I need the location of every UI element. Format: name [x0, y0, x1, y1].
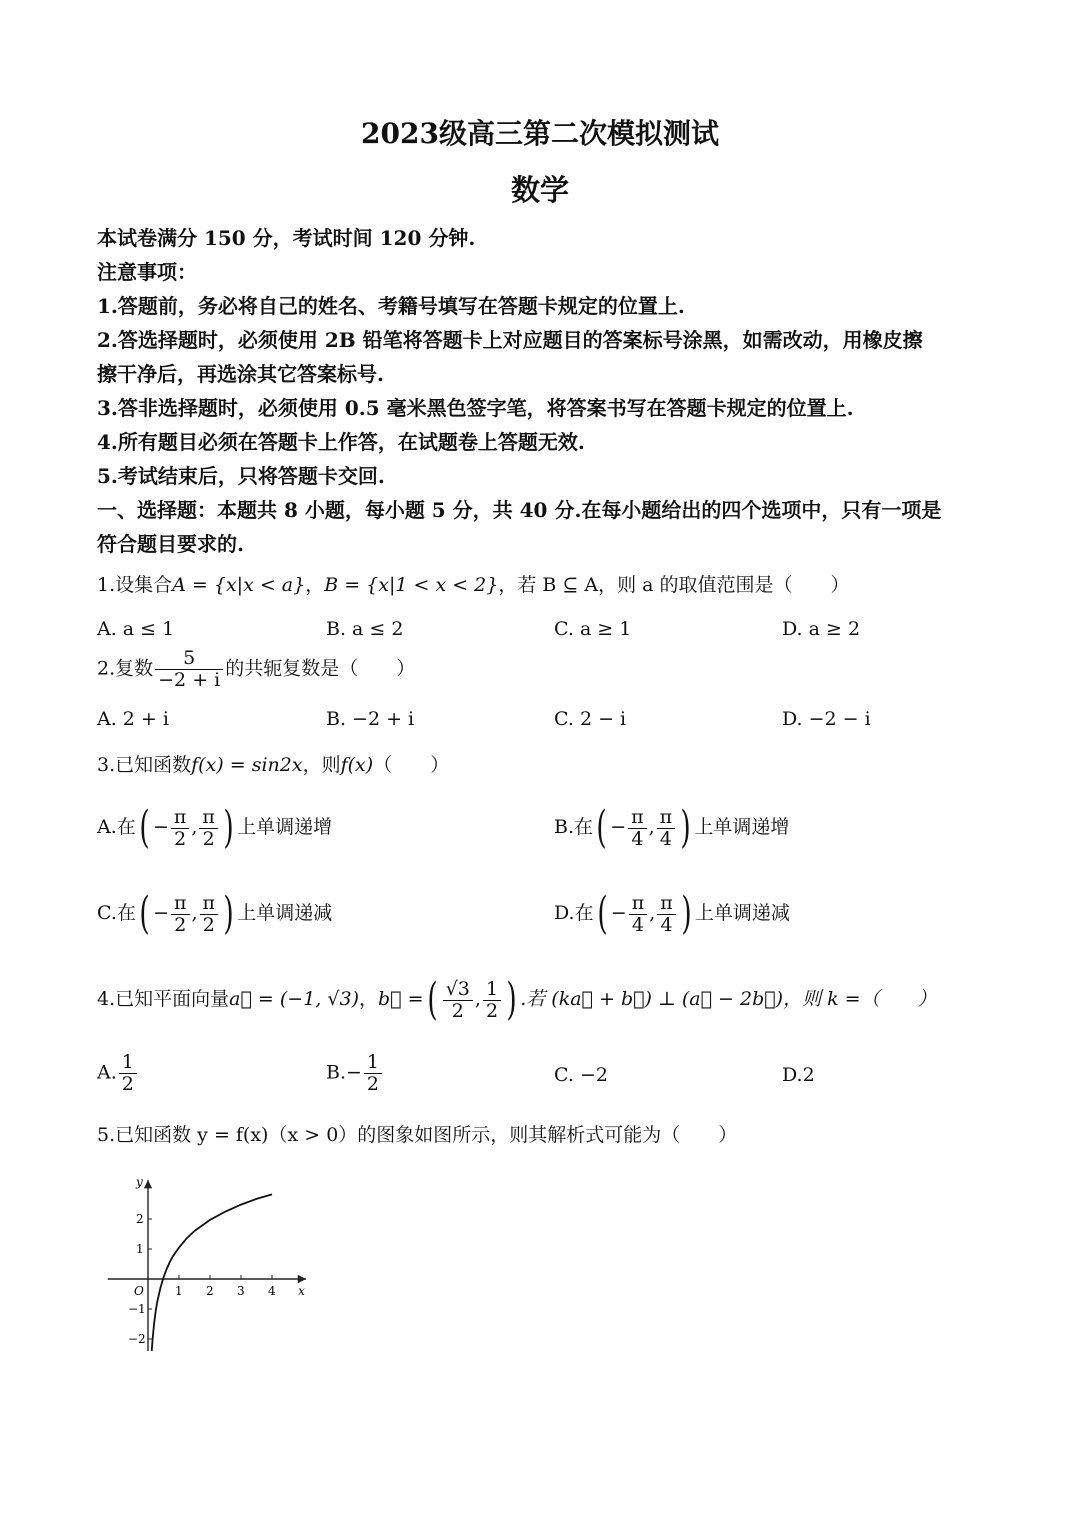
- q4-separator: ，: [358, 988, 378, 1010]
- q1-condition: ，若 B ⊆ A，则 a 的取值范围是（ ）: [498, 574, 850, 596]
- q3-blank: （ ）: [373, 754, 450, 776]
- q2-suffix: 的共轭复数是（ ）: [225, 657, 416, 680]
- q4-prefix: 4.已知平面向量: [97, 988, 230, 1010]
- y-axis-label: y: [136, 1175, 143, 1189]
- q4-option-a: [97, 1052, 139, 1095]
- x-tick-label: 2: [206, 1284, 214, 1298]
- frac-numerator: π: [629, 893, 648, 915]
- left-paren: (: [139, 888, 150, 939]
- q4-condition: .若 (ka⃗ + b⃗) ⊥ (a⃗ − 2b⃗)，则 k =（ ）: [520, 988, 937, 1010]
- q2-fraction-numerator: 5: [155, 648, 223, 670]
- q3-option-a-text: 上单调递增: [237, 816, 333, 838]
- function-curve: [152, 1194, 272, 1351]
- q2-prefix: 2.复数: [97, 657, 154, 680]
- minus-sign: −: [152, 816, 169, 838]
- x-axis-label: x: [298, 1284, 305, 1298]
- subject-title: 数学: [510, 173, 569, 207]
- q3-option-a: [97, 802, 333, 853]
- exam-title: 2023级高三第二次模拟测试: [361, 117, 719, 150]
- q3-option-c: [97, 888, 333, 939]
- x-tick-label: 4: [268, 1284, 276, 1298]
- frac-numerator: π: [171, 807, 190, 829]
- q3-d-frac-1: [629, 893, 648, 936]
- notice-rule-5: 5.考试结束后，只将答题卡交回.: [97, 464, 385, 488]
- y-tick-label: 1: [136, 1242, 144, 1256]
- right-paren: ): [681, 888, 692, 939]
- left-paren: (: [426, 974, 438, 1025]
- comma: ,: [474, 988, 481, 1010]
- q1-prefix: 1.设集合: [97, 574, 173, 596]
- right-paren: ): [223, 802, 234, 853]
- frac-numerator: π: [657, 893, 676, 915]
- q2-option-c: C. 2 − i: [554, 708, 627, 730]
- x-tick-label: 3: [237, 1284, 245, 1298]
- q3-option-b: [554, 802, 790, 853]
- frac-denominator: 2: [202, 913, 215, 936]
- frac-denominator: 2: [451, 999, 464, 1022]
- question-4: [97, 974, 937, 1025]
- section-heading-cont: 符合题目要求的.: [97, 532, 244, 556]
- right-paren: ): [223, 888, 234, 939]
- q1-option-d: D. a ≥ 2: [782, 618, 861, 640]
- frac-numerator: 1: [483, 979, 501, 1001]
- section-heading: 一、选择题：本题共 8 小题，每小题 5 分，共 40 分.在每小题给出的四个选项中，只有一项是: [97, 498, 942, 522]
- frac-numerator: π: [199, 807, 218, 829]
- frac-numerator: 1: [119, 1052, 137, 1074]
- left-paren: (: [596, 802, 607, 853]
- frac-numerator: 1: [364, 1052, 382, 1074]
- q3-b-frac-2: [657, 807, 676, 850]
- frac-denominator: 2: [202, 827, 215, 850]
- function-graph: [95, 1172, 325, 1352]
- notice-rule-4: 4.所有题目必须在答题卡上作答，在试题卷上答题无效.: [97, 430, 585, 454]
- q4-b-frac-2: [483, 979, 501, 1022]
- frac-denominator: 4: [660, 913, 673, 936]
- frac-numerator: π: [200, 893, 219, 915]
- q4-option-b: [326, 1052, 384, 1095]
- q4-option-b-label: B.−: [326, 1061, 362, 1084]
- q4-b-frac-1: [443, 979, 473, 1022]
- q3-a-frac-1: [171, 807, 190, 850]
- q3-prefix: 3.已知函数: [97, 754, 192, 776]
- q3-a-frac-2: [199, 807, 218, 850]
- frac-denominator: 2: [174, 913, 187, 936]
- notice-rule-3: 3.答非选择题时，必须使用 0.5 毫米黑色签字笔，将答案书写在答题卡规定的位置上.: [97, 396, 854, 420]
- q4-vector-b-label: b⃗ =: [378, 988, 424, 1010]
- q3-mid: ，则: [302, 754, 341, 776]
- y-tick-label: 2: [136, 1212, 144, 1226]
- q3-option-d-label: D.在: [554, 902, 594, 924]
- frac-numerator: π: [657, 807, 676, 829]
- q3-option-a-label: A.在: [97, 816, 136, 838]
- question-5: 5.已知函数 y = f(x)（x > 0）的图象如图所示，则其解析式可能为（ ）: [97, 1124, 738, 1146]
- q4-option-a-frac: [119, 1052, 137, 1095]
- q3-option-b-text: 上单调递增: [694, 816, 790, 838]
- exam-summary: 本试卷满分 150 分，考试时间 120 分钟.: [97, 226, 476, 250]
- comma: ,: [649, 902, 656, 924]
- q4-option-d: D.2: [782, 1064, 815, 1086]
- q1-option-a: A. a ≤ 1: [97, 618, 175, 640]
- notice-rule-2-cont: 擦干净后，再选涂其它答案标号.: [97, 362, 384, 386]
- x-tick-label: 1: [175, 1284, 183, 1298]
- frac-denominator: 4: [631, 913, 644, 936]
- frac-denominator: 2: [366, 1072, 380, 1095]
- frac-denominator: 4: [659, 827, 672, 850]
- q3-option-d-text: 上单调递减: [694, 902, 790, 924]
- q1-separator: ，: [305, 574, 325, 596]
- minus-sign: −: [610, 902, 627, 924]
- y-tick-label: −2: [128, 1332, 146, 1346]
- minus-sign: −: [153, 902, 169, 924]
- left-paren: (: [139, 802, 150, 853]
- q1-option-c: C. a ≥ 1: [554, 618, 632, 640]
- q3-c-frac-2: [200, 893, 219, 936]
- q3-option-d: [554, 888, 790, 939]
- frac-denominator: 2: [121, 1072, 134, 1095]
- q4-option-c: C. −2: [554, 1064, 608, 1086]
- q3-option-b-label: B.在: [554, 816, 594, 838]
- q3-d-frac-2: [657, 893, 676, 936]
- comma: ,: [648, 816, 655, 838]
- question-2: [97, 648, 415, 691]
- notice-heading: 注意事项：: [97, 260, 197, 284]
- right-paren: ): [680, 802, 691, 853]
- right-paren: ): [506, 974, 517, 1025]
- y-tick-label: −1: [128, 1302, 146, 1316]
- q3-b-frac-1: [628, 807, 647, 850]
- question-1: [97, 570, 850, 597]
- question-3: [97, 750, 449, 777]
- notice-rule-1: 1.答题前，务必将自己的姓名、考籍号填写在答题卡规定的位置上.: [97, 294, 685, 318]
- q1-set-a: A = {x|x < a}: [172, 574, 306, 596]
- frac-numerator: π: [171, 893, 190, 915]
- q3-function: f(x) = sin2x: [191, 754, 303, 776]
- q2-option-b: B. −2 + i: [326, 708, 415, 730]
- comma: ,: [191, 902, 198, 924]
- q3-option-c-label: C.在: [97, 902, 136, 924]
- q1-option-b: B. a ≤ 2: [326, 618, 404, 640]
- q3-option-c-text: 上单调递减: [237, 902, 333, 924]
- q3-function-ref: f(x): [340, 754, 374, 776]
- q1-set-b: B = {x|1 < x < 2}: [324, 574, 499, 596]
- q4-vector-a: a⃗ = (−1, √3): [229, 988, 359, 1010]
- q2-fraction: [155, 648, 223, 691]
- q4-option-a-label: A.: [97, 1061, 117, 1084]
- q2-option-d: D. −2 − i: [782, 708, 871, 730]
- q2-fraction-denominator: −2 + i: [158, 668, 221, 691]
- frac-denominator: 4: [631, 827, 644, 850]
- origin-label: O: [134, 1284, 144, 1298]
- comma: ,: [191, 816, 198, 838]
- left-paren: (: [597, 888, 608, 939]
- q2-option-a: A. 2 + i: [97, 708, 169, 730]
- q4-option-b-frac: [364, 1052, 382, 1095]
- notice-rule-2: 2.答选择题时，必须使用 2B 铅笔将答题卡上对应题目的答案标号涂黑，如需改动，用橡皮擦: [97, 328, 923, 352]
- frac-denominator: 2: [174, 827, 187, 850]
- q3-c-frac-1: [171, 893, 190, 936]
- minus-sign: −: [610, 816, 627, 838]
- frac-denominator: 2: [485, 999, 499, 1022]
- frac-numerator: π: [628, 807, 647, 829]
- frac-numerator: √3: [443, 979, 473, 1001]
